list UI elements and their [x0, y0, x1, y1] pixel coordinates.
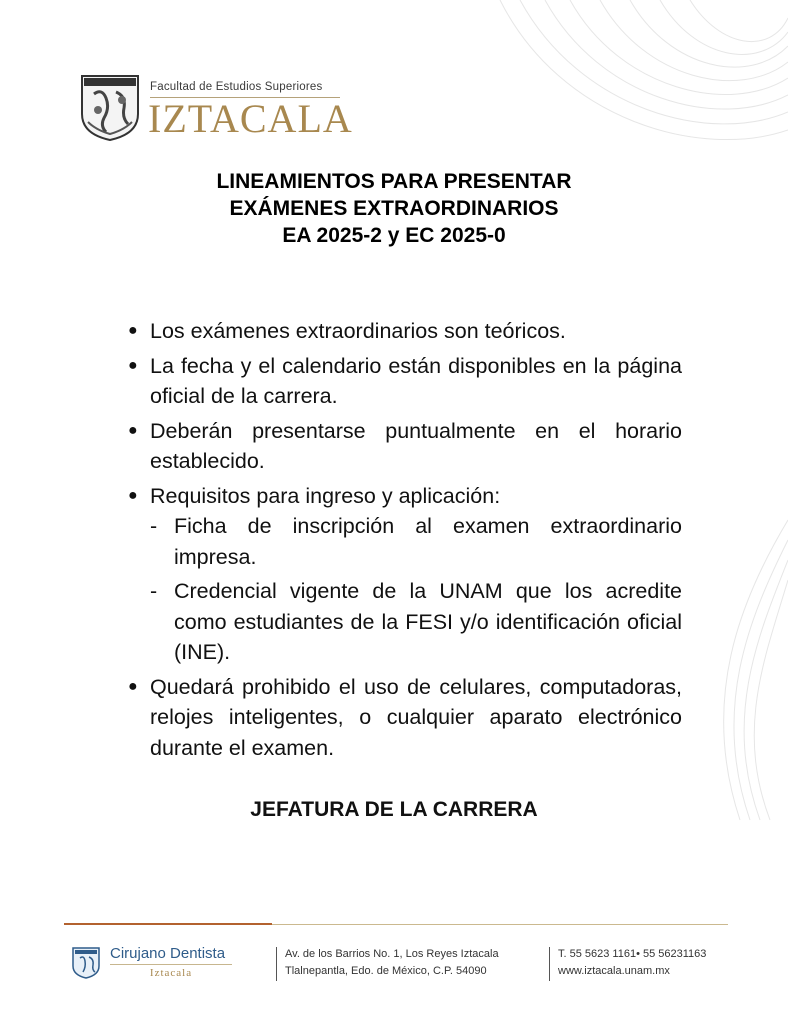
title-line-2: EXÁMENES EXTRAORDINARIOS [229, 197, 559, 220]
guidelines-list [126, 316, 682, 767]
list-item [126, 672, 682, 764]
title-line-3: EA 2025-2 y EC 2025-0 [282, 224, 506, 247]
list-item [126, 316, 682, 347]
institution-name-line2: IZTACALA [148, 96, 353, 141]
phone-numbers: T. 55 5623 1161• 55 56231163 [558, 948, 707, 960]
signature-block: JEFATURA DE LA CARRERA [250, 798, 538, 821]
list-item [126, 481, 682, 668]
sub-list-item [150, 576, 682, 668]
footer-separator [276, 947, 277, 981]
program-campus: Iztacala [149, 967, 193, 979]
footer-separator [549, 947, 550, 981]
program-name-divider [110, 964, 232, 965]
program-name: Cirujano Dentista [110, 945, 226, 962]
bullet-icon: ● [128, 421, 138, 439]
list-item-text: Los exámenes extraordinarios son teóricos. [150, 319, 566, 343]
website-link[interactable]: www.iztacala.unam.mx [558, 965, 670, 977]
bullet-icon: ● [128, 356, 138, 374]
bullet-icon: ● [128, 322, 138, 339]
address-line-1: Av. de los Barrios No. 1, Los Reyes Iztacala [285, 948, 499, 960]
sub-list-item-text: Credencial vigente de la UNAM que los acredite como estudiantes de la FESI y/o identificación oficial (INE). [174, 579, 682, 664]
bullet-icon: ● [128, 486, 138, 504]
sub-list-item [150, 511, 682, 572]
bullet-icon: ● [128, 677, 138, 695]
unam-seal-icon [76, 70, 144, 142]
list-item [126, 351, 682, 412]
list-item [126, 416, 682, 477]
footer-accent-rule [64, 923, 272, 925]
list-item-text: La fecha y el calendario están disponibles en la página oficial de la carrera. [150, 353, 682, 408]
dash-marker: - [150, 579, 158, 603]
list-item-text: Deberán presentarse puntualmente en el horario establecido. [150, 418, 682, 473]
sub-list-item-text: Ficha de inscripción al examen extraordinario impresa. [174, 514, 682, 569]
institution-header [76, 70, 376, 145]
institution-name-line1: Facultad de Estudios Superiores [150, 81, 323, 93]
address-line-2: Tlalnepantla, Edo. de México, C.P. 54090 [285, 965, 487, 977]
unam-small-seal-icon [70, 945, 102, 979]
list-item-text: Quedará prohibido el uso de celulares, computadoras, relojes inteligentes, o cualquier aparato electrónico durante el examen. [150, 674, 682, 760]
document-title [94, 168, 694, 249]
dash-marker: - [150, 514, 158, 538]
title-line-1: LINEAMIENTOS PARA PRESENTAR [216, 170, 572, 193]
list-item-text: Requisitos para ingreso y aplicación: [150, 483, 501, 508]
footer-rule [272, 924, 728, 925]
